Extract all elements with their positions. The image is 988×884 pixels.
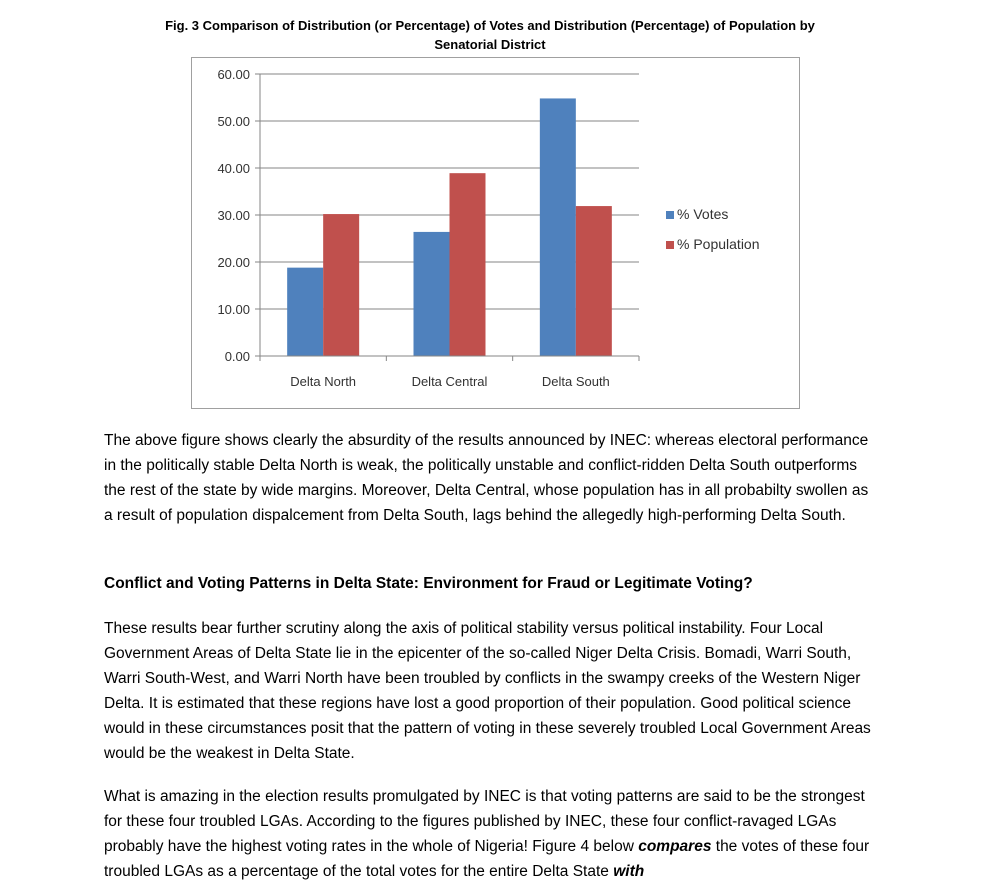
legend-label: % Votes — [677, 206, 729, 222]
bar-votes — [414, 232, 450, 356]
bar-population — [576, 206, 612, 356]
emphasis-compares: compares — [638, 838, 712, 855]
section-heading: Conflict and Voting Patterns in Delta State: Environment for Fraud or Legitimate Voting? — [104, 575, 753, 592]
y-tick-label: 10.00 — [217, 302, 250, 317]
bar-votes — [287, 268, 323, 356]
figure-title — [120, 16, 860, 54]
chart-frame — [191, 57, 800, 409]
paragraph-3-text-b: the votes of these four troubled LGAs as a percentage of the total votes for the entire Delta State — [104, 838, 870, 880]
y-tick-label: 40.00 — [217, 161, 250, 176]
x-tick-label: Delta South — [541, 374, 610, 389]
figure-title-line1: Fig. 3 Comparison of Distribution (or Percentage) of Votes and Distribution (Percentage) of Population by — [165, 18, 815, 33]
emphasis-with: with — [613, 863, 645, 880]
legend-swatch — [666, 211, 674, 219]
legend-label: % Population — [677, 236, 760, 252]
figure-title-line2: Senatorial District — [434, 37, 546, 52]
paragraph-3-text-a: What is amazing in the election results promulgated by INEC is that voting patterns are said to be the strongest for these four troubled LGAs. According to the figures published by INEC, these four conflict-ravaged LGAs probably have the highest voting rates in the whole of Nigeria! Figure 4 below — [104, 788, 865, 855]
y-tick-label: 30.00 — [217, 208, 250, 223]
y-tick-label: 50.00 — [217, 114, 250, 129]
x-tick-label: Delta North — [290, 374, 357, 389]
bar-population — [323, 214, 359, 356]
y-tick-label: 60.00 — [217, 67, 250, 82]
x-tick-label: Delta Central — [411, 374, 488, 389]
paragraph-2: These results bear further scrutiny along the axis of political stability versus political instability. Four Local Government Areas of Delta State lie in the epicenter of the so-called Niger Delta Crisis. Bomadi, Warri South, Warri South-West, and Warri North have been troubled by conflicts in the swampy creeks of the Western Niger Delta. It is estimated that these regions have lost a good proportion of their population. Good political science would in these circumstances posit that the pattern of voting in these severely troubled Local Government Areas would be the weakest in Delta State. — [104, 620, 871, 762]
bar-population — [450, 173, 486, 356]
bar-chart — [192, 58, 799, 408]
bar-votes — [540, 98, 576, 356]
paragraph-1: The above figure shows clearly the absurdity of the results announced by INEC: whereas electoral performance in the politically stable Delta North is weak, the politically unstable and conflict-ridden Delta South outperforms the rest of the state by wide margins. Moreover, Delta Central, whose population has in all probabilty swollen as a result of population dispalcement from Delta South, lags behind the allegedly high-performing Delta South. — [104, 432, 869, 524]
y-tick-label: 20.00 — [217, 255, 250, 270]
y-tick-label: 0.00 — [224, 349, 250, 364]
legend-swatch — [666, 241, 674, 249]
paragraph-3 — [104, 784, 879, 884]
